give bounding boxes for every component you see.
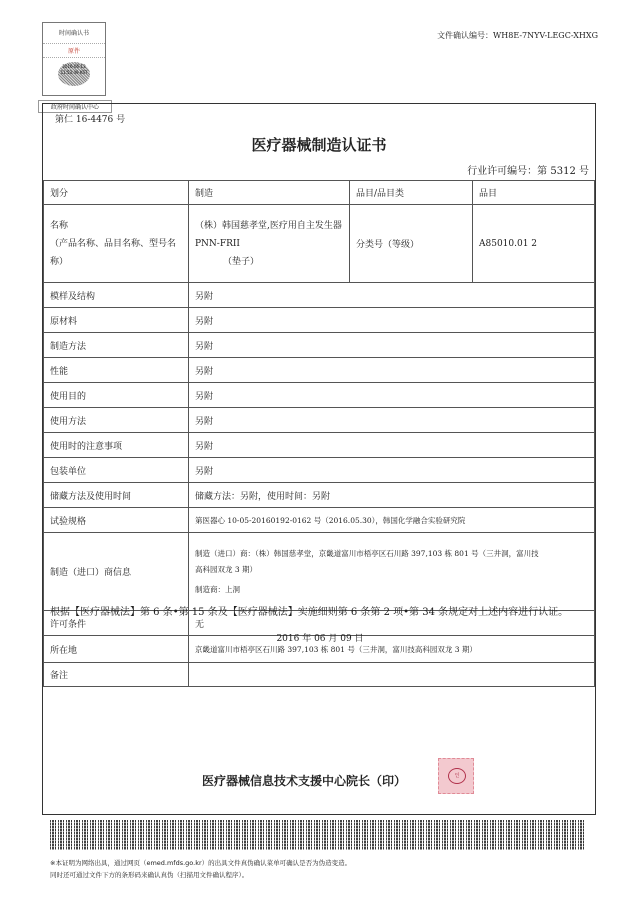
manufacturer-line: 制造（进口）商：（株）韩国慈孝堂，京畿道富川市梧亭区石川路 397,103 栋 801 号（三井洞，富川技	[195, 548, 539, 558]
issuer-signature: 医疗器械信息技术支援中心院长（印）	[202, 774, 407, 788]
registration-number: 第仁 16-4476 号	[55, 115, 126, 125]
table-row	[44, 458, 595, 483]
table-row	[44, 533, 595, 611]
table-row	[44, 483, 595, 508]
manufacturer-value	[189, 533, 595, 611]
table-row	[44, 181, 595, 205]
official-seal	[438, 758, 474, 794]
row-label: 使用方法	[44, 408, 189, 433]
row-value: 另附	[189, 433, 595, 458]
table-row	[44, 408, 595, 433]
location-value: 京畿道富川市梧亭区石川路 397,103 栋 801 号（三井洞，富川技高科园双龙 3 期）	[189, 636, 595, 663]
row-label: 制造方法	[44, 333, 189, 358]
table-row	[44, 333, 595, 358]
row-label: 储藏方法及使用时间	[44, 483, 189, 508]
manufacturer-line: 制造商：上洞	[195, 584, 240, 594]
verification-barcode-texture	[50, 820, 586, 850]
row-label: 原材料	[44, 308, 189, 333]
certificate-title: 医疗器械制造认证书	[251, 136, 387, 154]
manufacturer-label: 制造（进口）商信息	[44, 533, 189, 611]
time-confirmation-stamp	[42, 22, 106, 96]
name-value-line: （垫子）	[223, 256, 260, 267]
stamp-seal: 2016-06-13 11:53:49 KST	[58, 62, 90, 86]
row-label: 使用目的	[44, 383, 189, 408]
row-value: 另附	[189, 333, 595, 358]
name-value	[189, 205, 350, 283]
table-row	[44, 308, 595, 333]
issue-date: 2016 年 06 月 09 日	[276, 634, 364, 644]
row-value: 另附	[189, 408, 595, 433]
class-value: A85010.01 2	[473, 205, 595, 283]
item-label: 品目	[473, 181, 595, 205]
name-label-line: 称）	[50, 256, 69, 267]
table-row	[44, 283, 595, 308]
certificate-frame	[42, 103, 596, 815]
remarks-value	[189, 663, 595, 687]
row-label: 包装单位	[44, 458, 189, 483]
row-value: 储藏方法：另附，使用时间：另附	[189, 483, 595, 508]
footer-note: ※本证明为网络出具，通过网页（emed.mfds.go.kr）的出具文件真伪确认菜单可确认是否为伪造变造。	[50, 859, 352, 867]
name-label-line: 名称	[50, 220, 69, 231]
table-row	[44, 358, 595, 383]
license-number: 行业许可编号：第 5312 号	[467, 166, 589, 177]
permit-value: 无	[189, 611, 595, 636]
row-label: 模样及结构	[44, 283, 189, 308]
class-label: 分类号（等级）	[350, 205, 473, 283]
manufacturer-line: 高科园双龙 3 期）	[195, 564, 258, 574]
permit-label: 许可条件	[44, 611, 189, 636]
stamp-title: 时间确认书	[58, 30, 89, 37]
name-label	[44, 205, 189, 283]
row-label: 试验规格	[44, 508, 189, 533]
row-value: 另附	[189, 308, 595, 333]
footer-note: 同时还可通过文件下方的条形码来确认真伪（扫描用文件确认程序）。	[50, 871, 249, 879]
division-value: 制造	[189, 181, 350, 205]
name-label-line: （产品名称、品目名称、型号名	[50, 238, 177, 249]
row-value: 另附	[189, 283, 595, 308]
document-id: 文件确认编号：WH8E-7NYV-LEGC-XHXG	[437, 31, 598, 40]
table-row	[44, 508, 595, 533]
row-label: 使用时的注意事项	[44, 433, 189, 458]
table-row	[44, 205, 595, 283]
stamp-original-label: 原件	[43, 43, 105, 58]
row-value: 另附	[189, 458, 595, 483]
row-label: 性能	[44, 358, 189, 383]
official-seal-mark: 인	[448, 768, 466, 784]
row-value: 另附	[189, 358, 595, 383]
stamp-caption: 政府时间确认中心	[38, 100, 112, 113]
location-label: 所在地	[44, 636, 189, 663]
legal-declaration: 根据【医疗器械法】第 6 条•第 15 条及【医疗器械法】实施细则第 6 条第 2 项•第 34 条规定对上述内容进行认证。	[50, 607, 569, 618]
name-value-line: PNN-FRII	[195, 238, 240, 249]
division-label: 划分	[44, 181, 189, 205]
table-row	[44, 433, 595, 458]
table-row	[44, 663, 595, 687]
row-value: 另附	[189, 383, 595, 408]
table-row	[44, 383, 595, 408]
row-value: 第医器心 10-05-20160192-0162 号（2016.05.30），韩国化学融合实验研究院	[189, 508, 595, 533]
remarks-label: 备注	[44, 663, 189, 687]
item-class-label: 品目/品目类	[350, 181, 473, 205]
name-value-line: （株）韩国慈孝堂,医疗用自主发生器	[195, 220, 342, 231]
